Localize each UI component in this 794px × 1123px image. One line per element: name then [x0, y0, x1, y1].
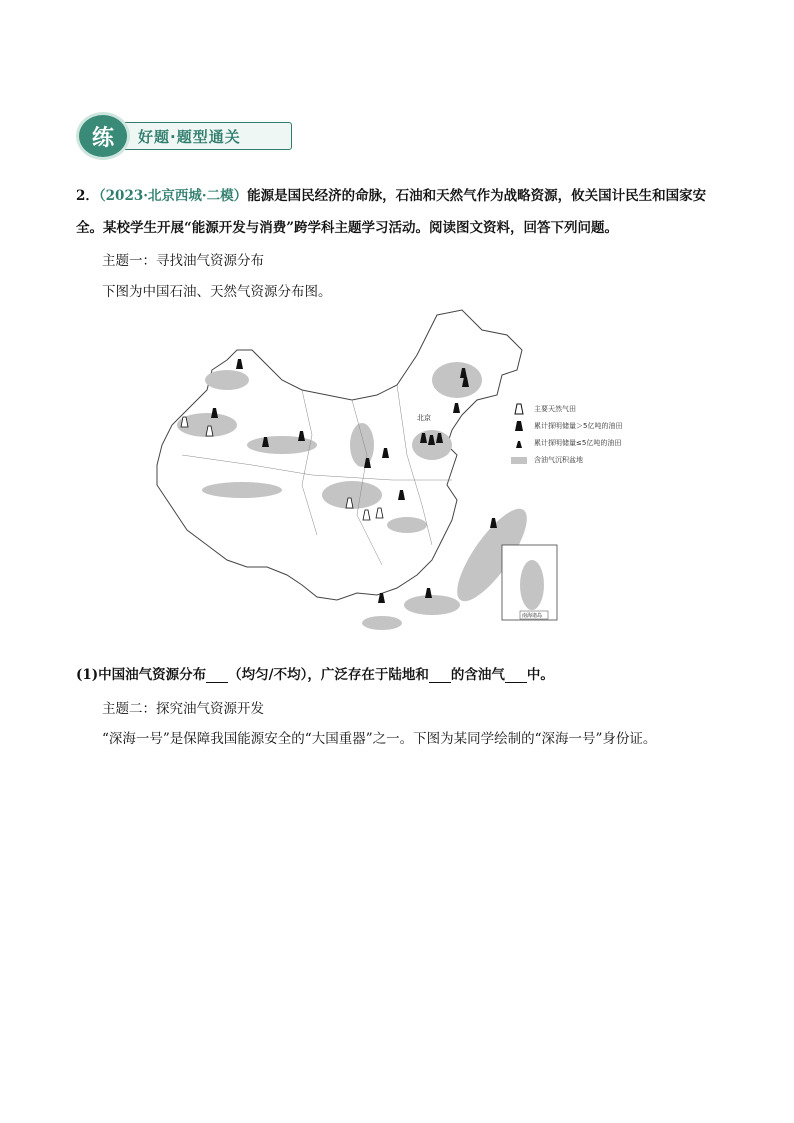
- topic2-text: “深海一号”是保障我国能源安全的“大国重器”之一。下图为某同学绘制的“深海一号”身份证。: [102, 731, 657, 747]
- answer-blank[interactable]: [429, 670, 451, 683]
- sub-question-text: （均匀/不均），广泛存在于陆地和: [228, 667, 429, 683]
- badge-title: 好题·题型通关: [138, 128, 241, 146]
- legend-label: 累计探明储量≤5亿吨的油田: [534, 438, 622, 447]
- topic1-heading: 主题一：寻找油气资源分布: [102, 253, 264, 269]
- beijing-label: 北京: [417, 414, 431, 422]
- sub-question-text: 的含油气: [450, 667, 505, 683]
- basin-icon: [510, 454, 528, 466]
- answer-blank[interactable]: [505, 670, 527, 683]
- legend-row: [510, 451, 622, 468]
- map-legend: [510, 400, 622, 468]
- sub-question-1: [76, 663, 554, 683]
- china-outline: [157, 310, 522, 600]
- answer-blank[interactable]: [206, 670, 228, 683]
- question-line-1: [76, 184, 706, 204]
- badge-circle: 练: [76, 112, 130, 160]
- legend-label: 含油气沉积盆地: [534, 455, 583, 464]
- inset-basin: [520, 560, 544, 610]
- section-badge: [76, 112, 296, 162]
- legend-row: [510, 417, 622, 434]
- china-oil-gas-map: [152, 305, 572, 645]
- inset-label: 南海诸岛: [522, 613, 543, 619]
- topic2-heading: 主题二：探究油气资源开发: [102, 701, 264, 717]
- legend-label: 主要天然气田: [534, 404, 576, 413]
- large-oilfield-icon: [510, 420, 528, 432]
- sub-question-number: (1): [76, 667, 99, 683]
- gas-field-icon: [510, 403, 528, 415]
- legend-row: [510, 434, 622, 451]
- question-text-1: 能源是国民经济的命脉，石油和天然气作为战略资源，攸关国计民生和国家安: [247, 188, 707, 204]
- question-line-2: 全。某校学生开展“能源开发与消费”跨学科主题学习活动。阅读图文资料，回答下列问题。: [76, 220, 619, 236]
- legend-label: 累计探明储量＞5亿吨的油田: [534, 421, 623, 430]
- sub-question-text: 中国油气资源分布: [98, 667, 207, 683]
- topic1-intro: 下图为中国石油、天然气资源分布图。: [102, 284, 332, 300]
- question-source: （2023·北京西城·二模）: [98, 188, 248, 204]
- small-oilfield-icon: [510, 437, 528, 449]
- question-number: 2．: [76, 188, 99, 204]
- sub-question-text: 中。: [526, 667, 554, 683]
- legend-row: [510, 400, 622, 417]
